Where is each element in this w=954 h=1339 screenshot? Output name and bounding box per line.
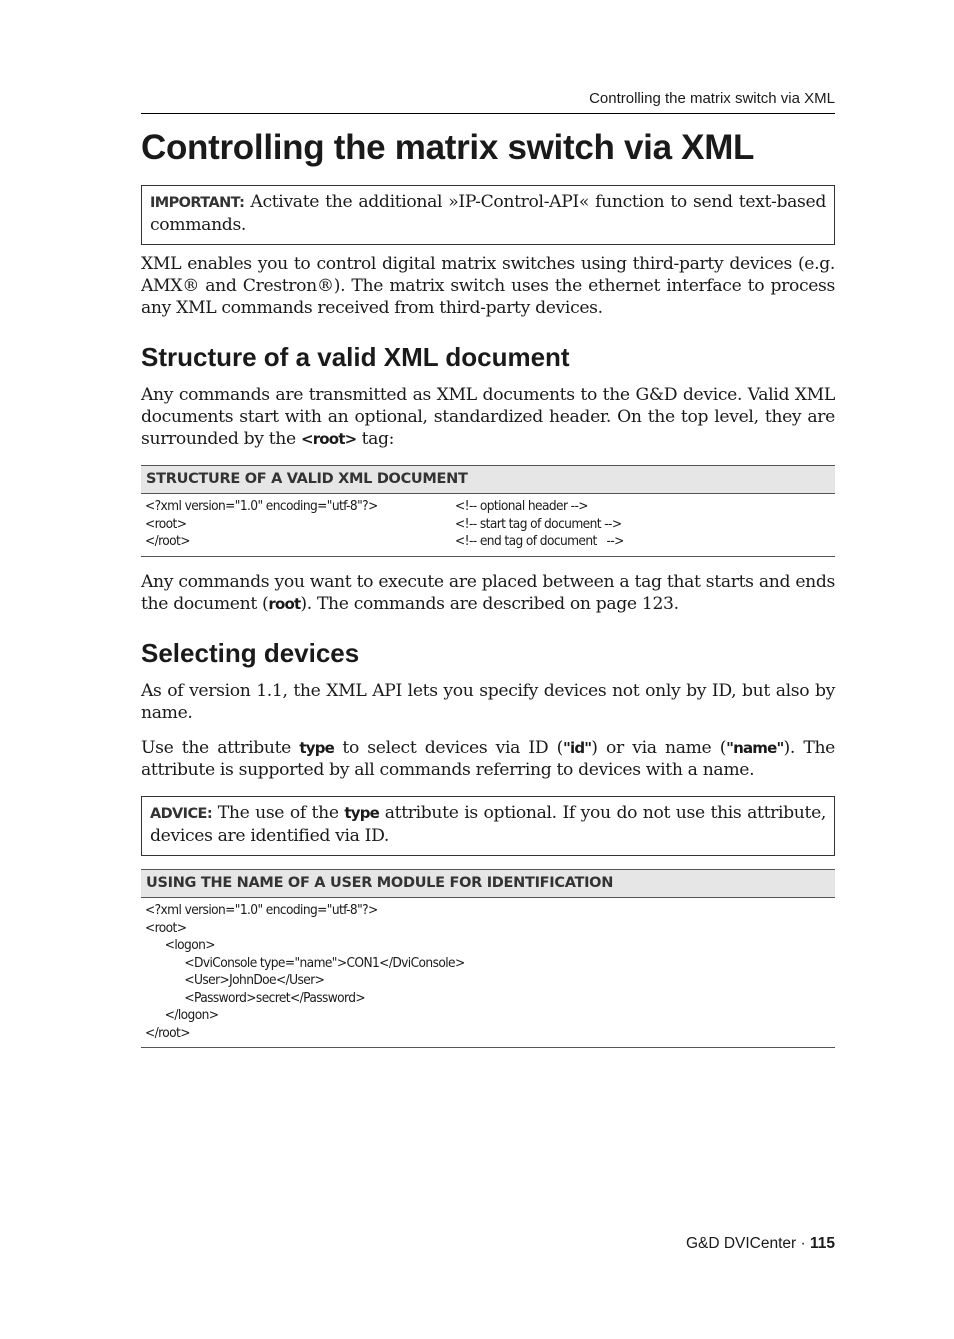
- commands-paragraph: [141, 571, 835, 615]
- structure-code-column: [145, 498, 378, 551]
- header-divider: [141, 113, 835, 114]
- advice-text: The use of the: [212, 803, 345, 823]
- code-line: </logon>: [145, 1007, 219, 1023]
- advice-notice: [141, 796, 835, 856]
- root-tag-code: <root>: [300, 430, 357, 448]
- root-code: root: [268, 595, 301, 613]
- attribute-text: Use the attribute: [141, 738, 300, 758]
- user-module-table: [141, 869, 835, 1048]
- code-line: </root>: [145, 533, 190, 549]
- important-notice: [141, 185, 835, 245]
- code-line: <DviConsole type="name">CON1</DviConsole>: [145, 954, 465, 971]
- section-heading-structure: Structure of a valid XML document: [141, 342, 570, 372]
- running-header: Controlling the matrix switch via XML: [589, 90, 835, 107]
- code-line: <?xml version="1.0" encoding="utf-8"?>: [145, 498, 378, 514]
- code-line: <root>: [145, 919, 187, 936]
- important-label: IMPORTANT:: [150, 195, 245, 211]
- structure-table: [141, 465, 835, 557]
- code-line: <?xml version="1.0" encoding="utf-8"?>: [145, 902, 378, 918]
- version-paragraph: As of version 1.1, the XML API lets you specify devices not only by ID, but also by name.: [141, 681, 835, 723]
- commands-text-end: ). The commands are described on page 123.: [300, 594, 679, 614]
- code-line: <User>JohnDoe</User>: [145, 972, 325, 988]
- page-title: Controlling the matrix switch via XML: [141, 128, 755, 167]
- id-code: "id": [562, 739, 592, 757]
- code-line: <logon>: [145, 937, 215, 953]
- attribute-paragraph: [141, 737, 835, 781]
- code-line: <root>: [145, 515, 187, 532]
- code-line: <Password>secret</Password>: [145, 989, 366, 1006]
- code-line: </root>: [145, 1024, 190, 1041]
- type-code: type: [299, 739, 335, 757]
- page-number: 115: [809, 1235, 835, 1252]
- user-module-table-body: [141, 898, 835, 1048]
- advice-label: ADVICE:: [150, 806, 213, 822]
- important-text: Activate the additional »IP-Control-API« function to send text-based commands.: [150, 192, 826, 235]
- comment-line: <!-- end tag of document -->: [455, 533, 624, 549]
- page-footer: [141, 1234, 835, 1254]
- attribute-text: to select devices via ID (: [334, 738, 563, 758]
- structure-table-body: [141, 494, 835, 557]
- structure-comment-column: [455, 498, 624, 551]
- structure-text-end: tag:: [356, 429, 395, 449]
- advice-text: attribute is optional. If you do not use this attribute, devices are identified via ID.: [150, 803, 826, 846]
- attribute-text: ) or via name (: [591, 738, 727, 758]
- comment-line: <!-- start tag of document -->: [455, 515, 622, 532]
- structure-paragraph: [141, 384, 835, 450]
- structure-text: Any commands are transmitted as XML documents to the G&D device. Valid XML documents start with an optional, standardized header. On the top level, they are surrounded by the: [141, 385, 835, 449]
- footer-product: G&D DVICenter ·: [685, 1235, 810, 1252]
- commands-text: Any commands you want to execute are placed between a tag that starts and ends the document (: [141, 572, 835, 614]
- comment-line: <!-- optional header -->: [455, 498, 588, 514]
- section-heading-selecting: Selecting devices: [141, 638, 360, 668]
- attribute-text: ). The attribute is supported by all commands referring to devices with a name.: [141, 738, 835, 780]
- structure-table-title: STRUCTURE OF A VALID XML DOCUMENT: [141, 465, 835, 494]
- name-code: "name": [726, 739, 784, 757]
- user-module-table-title: USING THE NAME OF A USER MODULE FOR IDENTIFICATION: [141, 869, 835, 898]
- intro-paragraph: XML enables you to control digital matrix switches using third-party devices (e.g. AMX® and Crestron®). The matrix switch uses the ethernet interface to process any XML commands received from third-party devices.: [141, 254, 835, 318]
- type-code: type: [344, 804, 380, 822]
